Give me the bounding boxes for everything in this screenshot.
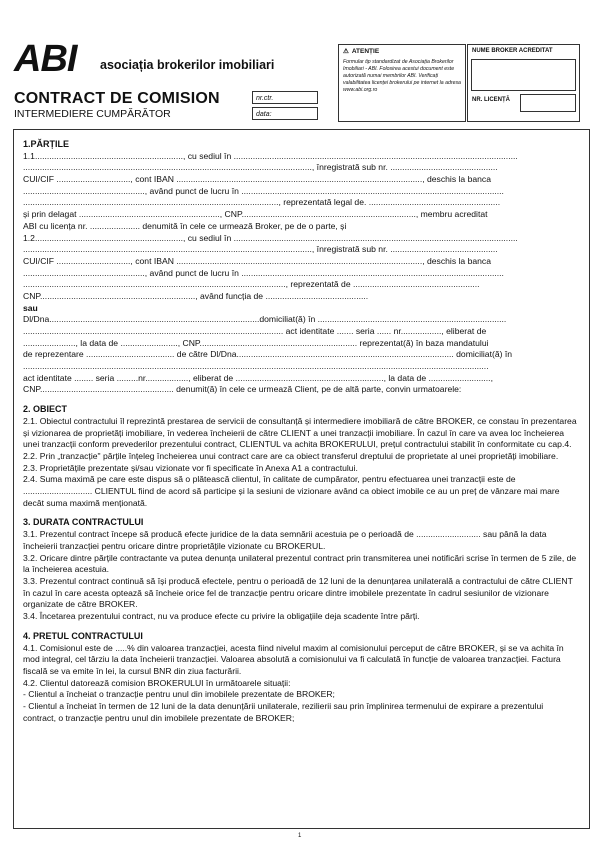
form-line: 1.2.............................................................., cu sediul în ....................................................................................................................... xyxy=(23,232,518,243)
clause-paragraph: 2.4. Suma maximă pe care este dispus să o plătească clientul, în calitate de cumpărator, pentru efectuarea unei tranzacții este de ............................. CLIENTUL fiind de acord să participe și la sesiuni de vizionare având ca obiect imobile ce au un preț de vânzare mai mare decât suma maximă menționată. xyxy=(23,474,560,508)
form-line: sau xyxy=(23,302,38,313)
warning-box xyxy=(338,44,466,122)
association-name: asociația brokerilor imobiliari xyxy=(100,58,275,72)
abi-logo: ABI xyxy=(14,38,77,80)
form-line: și prin delagat ..........................................................., CNP........................................................................., membru acreditat xyxy=(23,209,488,220)
section-title-price: 4. PRETUL CONTRACTULUI xyxy=(23,630,143,641)
form-line: ..................................................., având punct de lucru în .............................................................................................................. xyxy=(23,267,504,278)
contract-number-label: nr.ctr. xyxy=(256,95,274,102)
contract-date-label: data: xyxy=(256,111,272,118)
form-line: ..................................................., având punct de lucru în .............................................................................................................. xyxy=(23,185,504,196)
clause-paragraph: 2.3. Proprietățile prezentate și/sau vizionate vor fi specificate în Anexa A1 a contractului. xyxy=(23,462,358,473)
form-line: ............................................................................................................. act identitate ....... seria ...... nr................., eliberat de xyxy=(23,326,487,337)
broker-box xyxy=(467,44,580,122)
license-number-field[interactable] xyxy=(520,94,576,112)
form-line: ABI cu licența nr. ..................... denumită în cele ce urmează Broker, pe de o parte, și xyxy=(23,220,347,231)
form-line: CNP................................................................., având funcția de ........................................... xyxy=(23,290,369,301)
clause-paragraph: 3.2. Oricare dintre părțile contractante va putea denunța unilateral prezentul contract prin transmiterea unei notificări scrise în termen de 5 zile, de la încheierea acestuia. xyxy=(23,552,577,575)
warning-text: Formular tip standardizat de Asociația Brokerilor Imobiliari - ABI. Folosirea acestui document este autorizată numai membrilor ABI. Verificați valabilitatea licenței brokerului pe internet la adresa www.abi.org.ro xyxy=(343,58,461,93)
form-line: act identitate ........ seria .........nr.................., eliberat de .............................................................., la data de .........................., xyxy=(23,372,493,383)
clause-paragraph: 3.4. Încetarea prezentului contract, nu va produce efecte cu privire la obligațiile deja scadente între părți. xyxy=(23,611,420,622)
warning-title: ATENȚIE xyxy=(351,48,380,55)
form-line: ..........................................................................................................., reprezentată legal de. ....................................................... xyxy=(23,197,501,208)
form-line: ........................................................................................................................., înregistrată sub nr. ............................................. xyxy=(23,162,498,173)
broker-name-label: NUME BROKER ACREDITAT xyxy=(472,48,553,54)
duration-paragraphs xyxy=(23,529,578,623)
clause-paragraph: 3.3. Prezentul contract continuă să își producă efectele, pentru o perioadă de 12 luni de la denunțarea unilaterală a contractului de către CLIENT în cazul în care acesta optează să încheie orice fel de tranzacție pentru oricare dintre imobilele prezentate în cadrul sesiunilor de vizionare organizate de către BROKER. xyxy=(23,575,573,610)
clause-paragraph: 4.1. Comisionul este de .....% din valoarea tranzacției, acesta fiind nivelul maxim al comisionului perceput de către BROKER, și se va achita în mod integral, cel târziu la data încheierii tranzacției. Valoarea absolută a comisionului va fi calculată în funcție de valoarea tranzacției. Factura fiscală se va emite în lei, la cursul BNR din ziua facturării. xyxy=(23,642,564,676)
clause-paragraph: 4.2. Clientul datorează comision BROKERULUI în următoarele situații: xyxy=(23,677,291,688)
form-line: ........................................................................................................................., înregistrată sub nr. ............................................. xyxy=(23,244,498,255)
contract-title: CONTRACT DE COMISION xyxy=(14,90,220,107)
form-line: 1.1.............................................................., cu sediul în ....................................................................................................................... xyxy=(23,150,518,161)
contract-subtitle: INTERMEDIERE CUMPĂRĂTOR xyxy=(14,108,171,120)
form-line: de reprezentare ..................................... de către Dl/Dna........................................................................................... domiciliat(ă) în xyxy=(23,349,513,360)
clause-paragraph: 3.1. Prezentul contract începe să producă efecte juridice de la data semnării acestuia pe o perioadă de ........................... sau până la data încheierii tranzacției pentru oricare dintre proprietățile vizionate cu BROKERUL. xyxy=(23,529,547,551)
clause-paragraph: - Clientul a încheiat o tranzacție pentru unul din imobilele prezentate de BROKER; xyxy=(23,689,335,700)
form-line: CNP........................................................ denumit(ă) în cele ce urmează Client, pe de altă parte, convin urmatoarele: xyxy=(23,384,462,395)
document-header xyxy=(0,0,600,130)
warning-triangle-icon: ⚠ xyxy=(343,48,349,55)
clause-paragraph: 2.1. Obiectul contractului îl reprezintă prestarea de servicii de consultanță și intermediere imobiliară de către BROKER, ce constau în prezentarea și vizionarea de proprietăți imobiliare, în vederea încheierii de către CLIENT a unei tranzacții imobiliare. În cazul în care va avea loc încheierea unei tranzacții conform prevederilor prezentului contract, CLIENTUL va achita BROKERULUI, prețul contractului stabilit în conformitate cu cap.4. xyxy=(23,415,577,450)
clause-paragraph: 2.2. Prin „tranzacție" părțile înțeleg încheierea unui contract care are ca obiect transferul dreptului de proprietate al unei proprietăți imobiliare. xyxy=(23,450,559,461)
contract-date-field[interactable] xyxy=(252,107,318,120)
clause-paragraph: - Clientul a încheiat în termen de 12 luni de la data denunțării unilaterale, rezilierii sau prin împlinirea termenului de expirare a prezentului contract, o tranzacție pentru unul din imobilele prezentate de BROKER; xyxy=(23,701,544,723)
form-line: ................................................................................................................................................................................................... xyxy=(23,361,489,372)
contract-body xyxy=(13,129,590,829)
price-paragraphs xyxy=(23,643,578,725)
section-title-duration: 3. DURATA CONTRACTULUI xyxy=(23,517,144,528)
section-title-parties: 1.PĂRȚILE xyxy=(23,139,70,149)
object-paragraphs xyxy=(23,416,578,510)
form-line: Dl/Dna........................................................................................domiciliat(ă) în ............................................................................... xyxy=(23,314,507,325)
form-line: ......................, la data de ........................, CNP.................................................................. reprezentat(ă) în baza mandatului xyxy=(23,337,489,348)
license-number-label: NR. LICENȚĂ xyxy=(472,97,510,103)
form-line: .............................................................................................................., reprezentată de ..................................................... xyxy=(23,279,480,290)
contract-number-field[interactable] xyxy=(252,91,318,104)
form-line: CUI/CIF ..............................., cont IBAN ......................................................................................................., deschis la banca xyxy=(23,255,492,266)
broker-name-field[interactable] xyxy=(471,59,576,91)
section-title-object: 2. OBIECT xyxy=(23,404,68,415)
page-number: 1 xyxy=(298,833,302,839)
form-line: CUI/CIF ..............................., cont IBAN ......................................................................................................., deschis la banca xyxy=(23,174,492,185)
parties-lines xyxy=(23,151,578,396)
